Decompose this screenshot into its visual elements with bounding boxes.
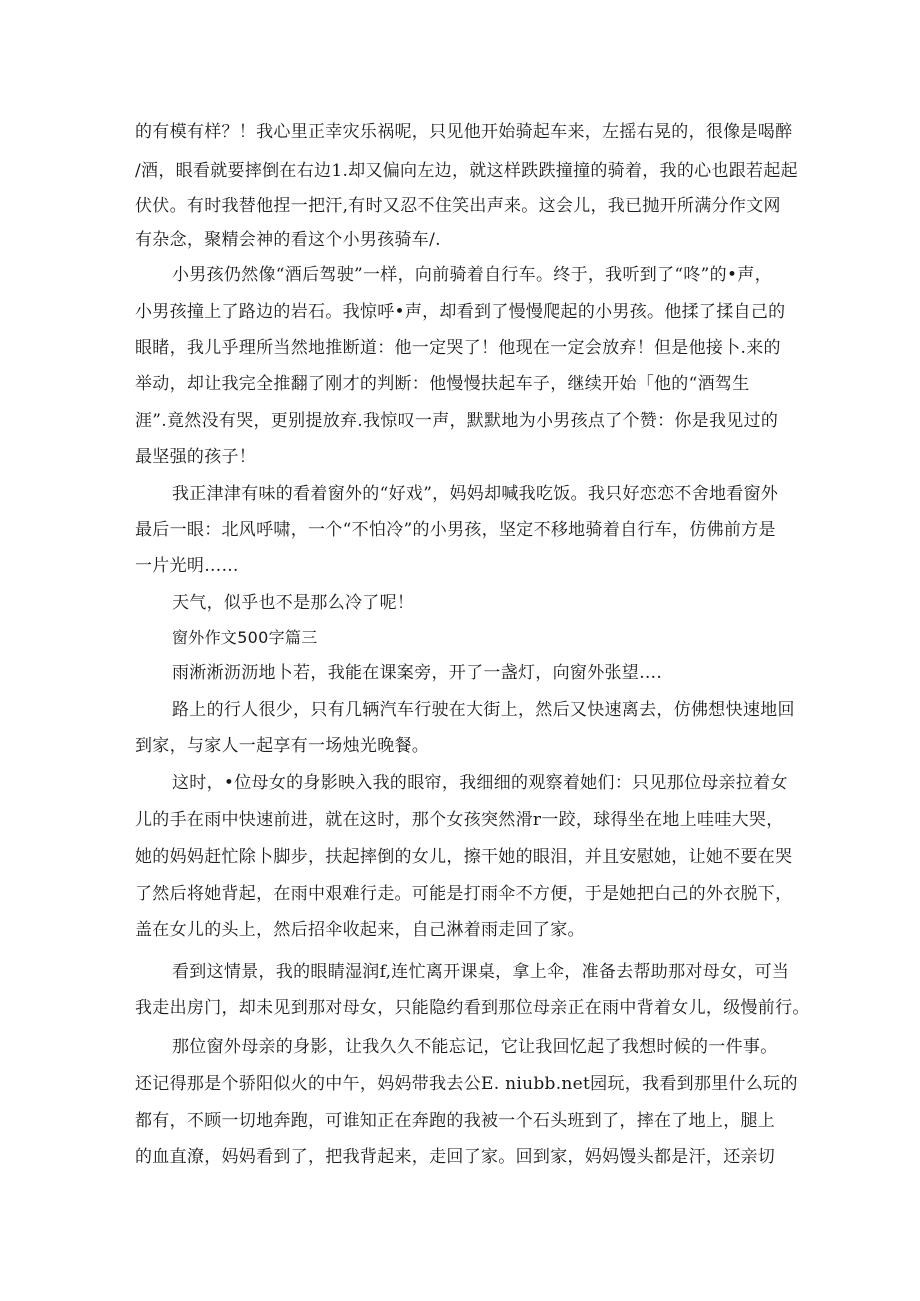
text-line: /酒，眼看就要摔倒在右边1.却又偏向左边，就这样跌跌撞撞的骑着，我的心也跟若起起 bbox=[135, 161, 798, 181]
text-line: 举动，却让我完全推翻了刚才的判断：他慢慢扶起车子，继续开始「他的“酒驾生 bbox=[135, 374, 750, 394]
text-line: 有杂念，聚精会神的看这个小男孩骑车/. bbox=[135, 230, 441, 250]
text-line: 最后一眼：北风呼啸，一个“不怕冷”的小男孩，坚定不移地骑着自行车，仿佛前方是 bbox=[135, 520, 776, 540]
text-line: 伏伏。有时我替他捏一把汗,有时又忍不住笑出声来。这会儿，我已抛开所满分作文网 bbox=[135, 196, 781, 216]
paragraph-start: 路上的行人很少，只有几辆汽车行驶在大街上，然后又快速离去，仿佛想快速地回 bbox=[172, 700, 795, 720]
text-line: 涯”.竟然没有哭，更别提放弃.我惊叹一声，默默地为小男孩点了个赞：你是我见过的 bbox=[135, 411, 779, 431]
paragraph-start: 这时，•位母女的身影映入我的眼帘，我细细的观察着她们：只见那位母亲拉着女 bbox=[172, 773, 788, 793]
paragraph-start: 看到这情景，我的眼睛湿润f,连忙离开课桌，拿上伞，准备去帮助那对母女，可当 bbox=[172, 962, 790, 982]
text-line: 一片光明…… bbox=[135, 556, 239, 576]
text-line: 小男孩撞上了路边的岩石。我惊呼•声，却看到了慢慢爬起的小男孩。他揉了揉自己的 bbox=[135, 302, 786, 322]
text-line: 到家，与家人一起享有一场烛光晚餐。 bbox=[135, 736, 430, 756]
text-line: 都有，不顾一切地奔跑，可谁知正在奔跑的我被一个石头班到了，摔在了地上，腿上 bbox=[135, 1111, 776, 1131]
section-heading: 窗外作文500字篇三 bbox=[172, 628, 318, 647]
text-line: 眼睹，我儿乎理所当然地推断道：他一定哭了！他现在一定会放弃！但是他接卜.来的 bbox=[135, 338, 781, 358]
text-line: 盖在女儿的头上，然后招伞收起来，自己淋着雨走回了家。 bbox=[135, 920, 585, 940]
text-line: 的血直潦，妈妈看到了，把我背起来，走回了家。回到家，妈妈馒头都是汗，还亲切 bbox=[135, 1147, 776, 1167]
text-line: 我走出房门，却未见到那对母女，只能隐约看到那位母亲正在雨中背着女儿，级慢前行。 bbox=[135, 998, 810, 1018]
text-line: 还记得那是个骄阳似火的中午，妈妈带我去公E. niubb.net园玩，我看到那里什么玩的 bbox=[135, 1074, 798, 1094]
text-line: 的有模有样？！我心里正幸灾乐祸呢，只见他开始骑起车来，左摇右晃的，很像是喝醉 bbox=[135, 122, 793, 142]
text-line: 最坚强的孩子！ bbox=[135, 447, 257, 467]
text-line: 她的妈妈赶忙除卜脚步，扶起摔倒的女儿，擦干她的眼泪，并且安慰她，让她不要在哭 bbox=[135, 847, 793, 867]
paragraph-start: 小男孩仍然像“酒后驾驶”一样，向前骑着自行车。终于，我听到了“咚”的•声， bbox=[172, 265, 772, 285]
paragraph-start: 那位窗外母亲的身影，让我久久不能忘记，它让我回忆起了我想时候的一件事。 bbox=[172, 1037, 778, 1057]
text-line: 儿的手在雨中快速前进，就在这时，那个女孩突然滑r一跤，球得坐在地上哇哇大哭， bbox=[135, 810, 784, 830]
paragraph-start: 我正津津有味的看着窗外的“好戏”，妈妈却喊我吃饭。我只好恋恋不舍地看窗外 bbox=[172, 484, 779, 504]
paragraph-start: 雨淅淅沥沥地卜若，我能在课案旁，开了一盏灯，向窗外张望…. bbox=[172, 663, 663, 683]
text-line: 了然后将她背起，在雨中艰难行走。可能是打雨伞不方便，于是她把白己的外衣脱下， bbox=[135, 884, 793, 904]
paragraph-start: 天气，似乎也不是那么冷了呢！ bbox=[172, 593, 415, 613]
